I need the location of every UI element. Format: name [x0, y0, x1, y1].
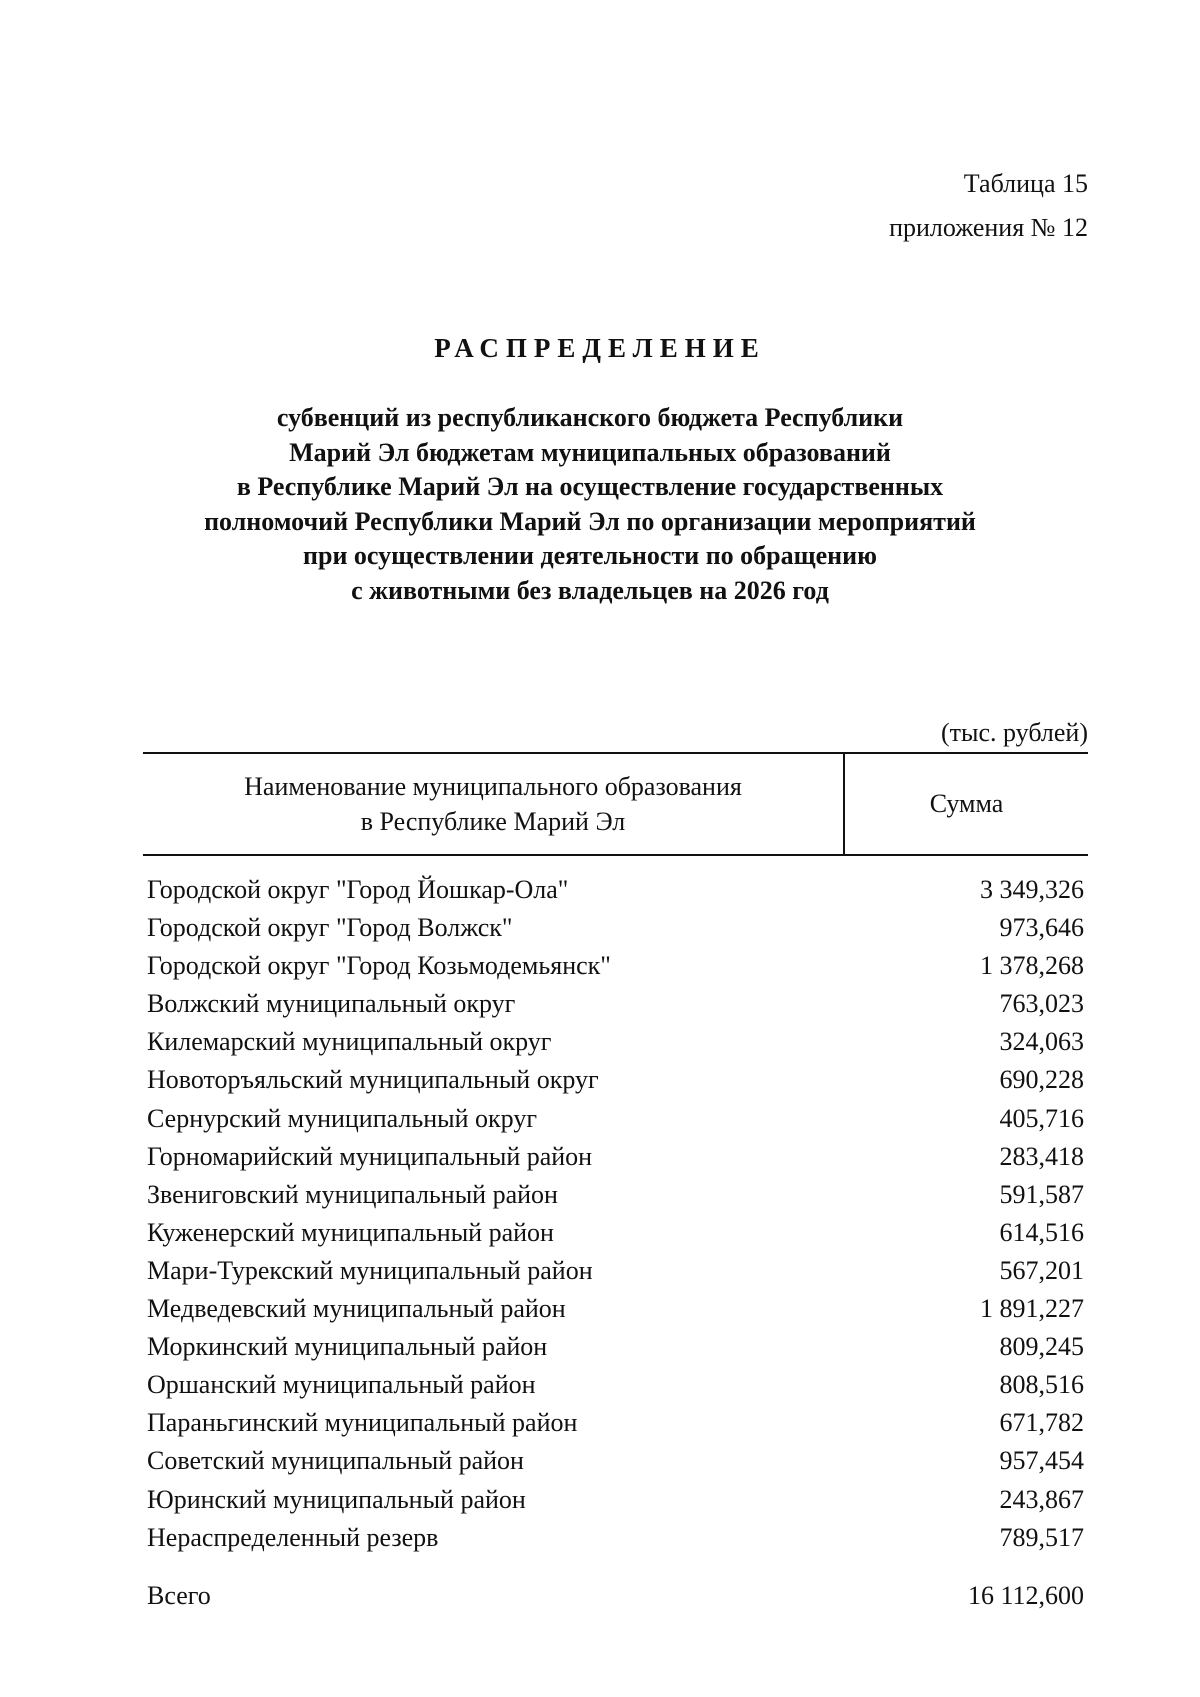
table-row [147, 1100, 1084, 1138]
municipality-name: Моркинский муниципальный район [147, 1332, 548, 1362]
header-name-column [143, 754, 845, 854]
subtitle-line: Марий Эл бюджетам муниципальных образований [289, 437, 891, 467]
subtitle-line: в Республике Марий Эл на осуществление государственных [236, 472, 944, 501]
amount: 808,516 [999, 1370, 1084, 1400]
table-row [147, 985, 1084, 1023]
unit-label: (тыс. рублей) [940, 718, 1088, 747]
municipality-name: Звениговский муниципальный район [147, 1179, 558, 1209]
subtitle-line: с животными без владельцев на 2026 год [351, 575, 829, 605]
municipality-name: Советский муниципальный район [147, 1446, 524, 1476]
amount: 567,201 [999, 1255, 1084, 1285]
municipality-name: Медведевский муниципальный район [147, 1294, 566, 1324]
table-row [147, 947, 1084, 985]
table-row [147, 1138, 1084, 1176]
table-row [147, 1328, 1084, 1366]
amount: 809,245 [999, 1332, 1084, 1362]
municipality-name: Сернурский муниципальный округ [147, 1103, 537, 1133]
table-row [147, 909, 1084, 947]
municipality-name: Параньгинский муниципальный район [147, 1408, 578, 1438]
amount: 789,517 [999, 1522, 1084, 1552]
table-row [147, 1442, 1084, 1480]
amount: 614,516 [999, 1217, 1084, 1247]
amount: 763,023 [999, 989, 1084, 1019]
amount: 671,782 [999, 1408, 1084, 1438]
table-row [147, 1366, 1084, 1404]
amount: 1 891,227 [980, 1294, 1084, 1324]
table-row [147, 1519, 1084, 1557]
subtitle-line: при осуществлении деятельности по обращению [303, 541, 877, 570]
table-row [147, 1290, 1084, 1328]
table-reference [889, 162, 1088, 250]
table-row [147, 1404, 1084, 1442]
municipality-name: Килемарский муниципальный округ [147, 1027, 552, 1057]
amount: 973,646 [999, 913, 1084, 943]
municipality-name: Мари-Турекский муниципальный район [147, 1255, 593, 1285]
header-name-line: Наименование муниципального образования [244, 772, 742, 801]
table-row [147, 1176, 1084, 1214]
municipality-name: Городской округ "Город Козьмодемьянск" [147, 951, 611, 981]
amount: 405,716 [999, 1103, 1084, 1133]
amount: 283,418 [999, 1141, 1084, 1171]
table-header [143, 752, 1088, 856]
amount: 3 349,326 [980, 875, 1084, 904]
municipality-name: Волжский муниципальный округ [147, 989, 516, 1019]
municipality-name: Городской округ "Город Йошкар-Ола" [147, 875, 569, 904]
document-heading: РАСПРЕДЕЛЕНИЕ [434, 333, 766, 363]
document-subtitle [140, 401, 1040, 608]
total-amount: 16 112,600 [967, 1581, 1084, 1610]
amount: 243,867 [999, 1484, 1084, 1514]
total-row [147, 1576, 1084, 1616]
municipality-name: Новоторъяльский муниципальный округ [147, 1065, 599, 1095]
amount: 957,454 [999, 1446, 1084, 1476]
table-row [147, 1214, 1084, 1252]
table-row [147, 1252, 1084, 1290]
municipality-name: Городской округ "Город Волжск" [147, 913, 513, 943]
table-body [147, 871, 1084, 1557]
table-number: Таблица 15 [963, 169, 1088, 198]
amount: 324,063 [999, 1027, 1084, 1057]
subtitle-line: полномочий Республики Марий Эл по организации мероприятий [204, 506, 976, 536]
table-row [147, 1481, 1084, 1519]
municipality-name: Горномарийский муниципальный район [147, 1141, 593, 1171]
amount: 591,587 [999, 1179, 1084, 1209]
amount: 1 378,268 [980, 951, 1084, 981]
total-label: Всего [147, 1581, 211, 1610]
subtitle-line: субвенций из республиканского бюджета Республики [276, 403, 904, 432]
header-sum-column: Сумма [929, 789, 1004, 818]
municipality-name: Куженерский муниципальный район [147, 1217, 554, 1247]
amount: 690,228 [999, 1065, 1084, 1095]
municipality-name: Нераспределенный резерв [147, 1522, 439, 1552]
table-row [147, 871, 1084, 909]
table-row [147, 1061, 1084, 1099]
appendix-number: приложения № 12 [889, 213, 1088, 242]
header-name-line: в Республике Марий Эл [360, 807, 626, 836]
municipality-name: Оршанский муниципальный район [147, 1370, 536, 1400]
municipality-name: Юринский муниципальный район [147, 1484, 526, 1514]
table-row [147, 1023, 1084, 1061]
